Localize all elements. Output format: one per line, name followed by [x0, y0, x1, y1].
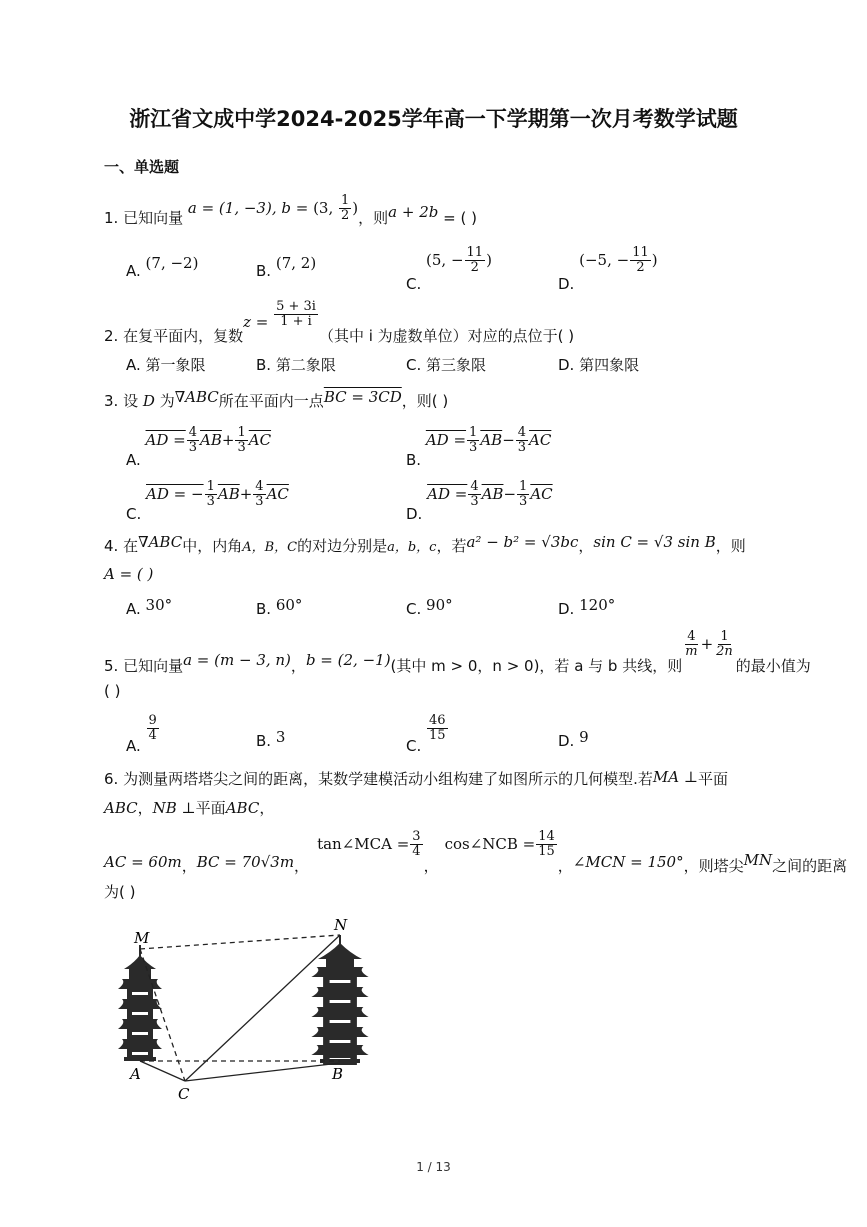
q1-vector-b-label: b =: [281, 199, 314, 217]
q2-option-b: B. 第二象限: [256, 356, 336, 374]
question-5: 5. 已知向量a = (m − 3, n)，b = (2, −1)(其中 m > 0，n > 0)，若 a 与 b 共线，则 $\frac{4}{m}$ + $\frac{1}{2n}$ 的最小值为: [104, 629, 811, 675]
q4-option-a: A. 30°: [126, 596, 173, 618]
left-pagoda: [118, 945, 162, 1061]
q4-option-d: D. 120°: [558, 596, 616, 618]
q2-option-d: D. 第四象限: [558, 356, 640, 374]
q5-option-d: D. 9: [558, 728, 589, 750]
q3-option-a: A. AD = $\frac{4}{3}$ $\overline{AB}+$ $\frac{1}{3}$ $\overline{AC}$: [126, 425, 272, 469]
q3-option-b: B. AD = $\frac{1}{3}$ $\overline{AB}-$ $\frac{4}{3}$ $\overline{AC}$: [406, 425, 552, 469]
q1-b-fraction: $\frac{1}{2}$: [341, 193, 350, 223]
q1-vector-a: a = (1, −3),: [187, 199, 282, 217]
question-6: 6. 为测量两塔塔尖之间的距离，某数学建模活动小组构建了如图所示的几何模型.若MA ⊥平面: [104, 768, 728, 788]
q5-option-b: B. 3: [256, 728, 286, 750]
question-1: [104, 193, 477, 238]
q5-option-c: C. $\frac{46}{15}$: [406, 713, 446, 755]
label-a: A: [130, 1065, 141, 1083]
q1-ask-pre: ，则: [358, 209, 389, 227]
q2-stem: 2. 在复平面内，复数: [104, 327, 244, 345]
q5-option-a: A. $\frac{9}{4}$: [126, 713, 157, 755]
section-heading: 一、单选题: [104, 158, 180, 176]
q1-option-b: B. (7, 2): [256, 254, 317, 280]
q1-b-open: (3,: [313, 199, 339, 217]
question-6-line-3: AC = 60m，BC = 70√3m，tan∠MCA = $\frac{3}{4}$ ，cos∠NCB = $\frac{14}{15}$ ，∠MCN = 150°，则塔尖MN之间的距离: [104, 829, 848, 875]
q3-option-d: D. AD = $\frac{4}{3}$ $\overline{AB}-$ $\frac{1}{3}$ $\overline{AC}$: [406, 479, 553, 523]
q1-option-a: A. (7, −2): [126, 254, 199, 280]
question-4: 4. 在∇ABC中，内角A，B，C的对边分别是a，b，c，若a² − b² = √3bc，sin C = √3 sin B，则: [104, 533, 746, 555]
question-2: [104, 299, 575, 345]
q1-ask-post: = ( ): [438, 209, 477, 227]
q1-option-c: C. (5, − $\frac{11}{2}$ ): [406, 245, 492, 293]
q4-option-c: C. 90°: [406, 596, 453, 618]
page-title: 浙江省文成中学2024-2025学年高一下学期第一次月考数学试题: [129, 107, 738, 131]
q2-option-c: C. 第三象限: [406, 356, 487, 374]
question-6-line-2: ABC，NB ⊥平面ABC，: [104, 799, 275, 817]
label-m: M: [134, 929, 150, 947]
pagoda-figure: [100, 915, 380, 1105]
q1-b-close: ): [352, 199, 359, 217]
label-c: C: [178, 1085, 190, 1103]
question-4-line-2: A = ( ): [104, 565, 154, 583]
question-6-line-4: 为( ): [104, 883, 136, 901]
question-3: 3. 设 D 为∇ABC所在平面内一点BC = 3CD，则( ): [104, 388, 449, 410]
q2-fraction: $\frac{5 + 3i}{1 + i}$: [276, 299, 316, 329]
label-n: N: [334, 916, 348, 934]
question-5-line-2: ( ): [104, 682, 121, 700]
q4-option-b: B. 60°: [256, 596, 303, 618]
q1-stem: 1. 已知向量: [104, 209, 184, 227]
q2-tail: （其中 i 为虚数单位）对应的点位于( ): [318, 327, 575, 345]
q2-option-a: A. 第一象限: [126, 356, 206, 374]
q2-z: z =: [243, 313, 274, 331]
q1-ask-expr: a + 2b: [388, 203, 439, 221]
label-b: B: [332, 1065, 344, 1083]
page-number: 1 / 13: [416, 1160, 451, 1174]
q1-option-d: D. (−5, − $\frac{11}{2}$ ): [558, 245, 658, 293]
q3-option-c: C. AD = − $\frac{1}{3}$ $\overline{AB}+$ $\frac{4}{3}$ $\overline{AC}$: [126, 479, 289, 523]
